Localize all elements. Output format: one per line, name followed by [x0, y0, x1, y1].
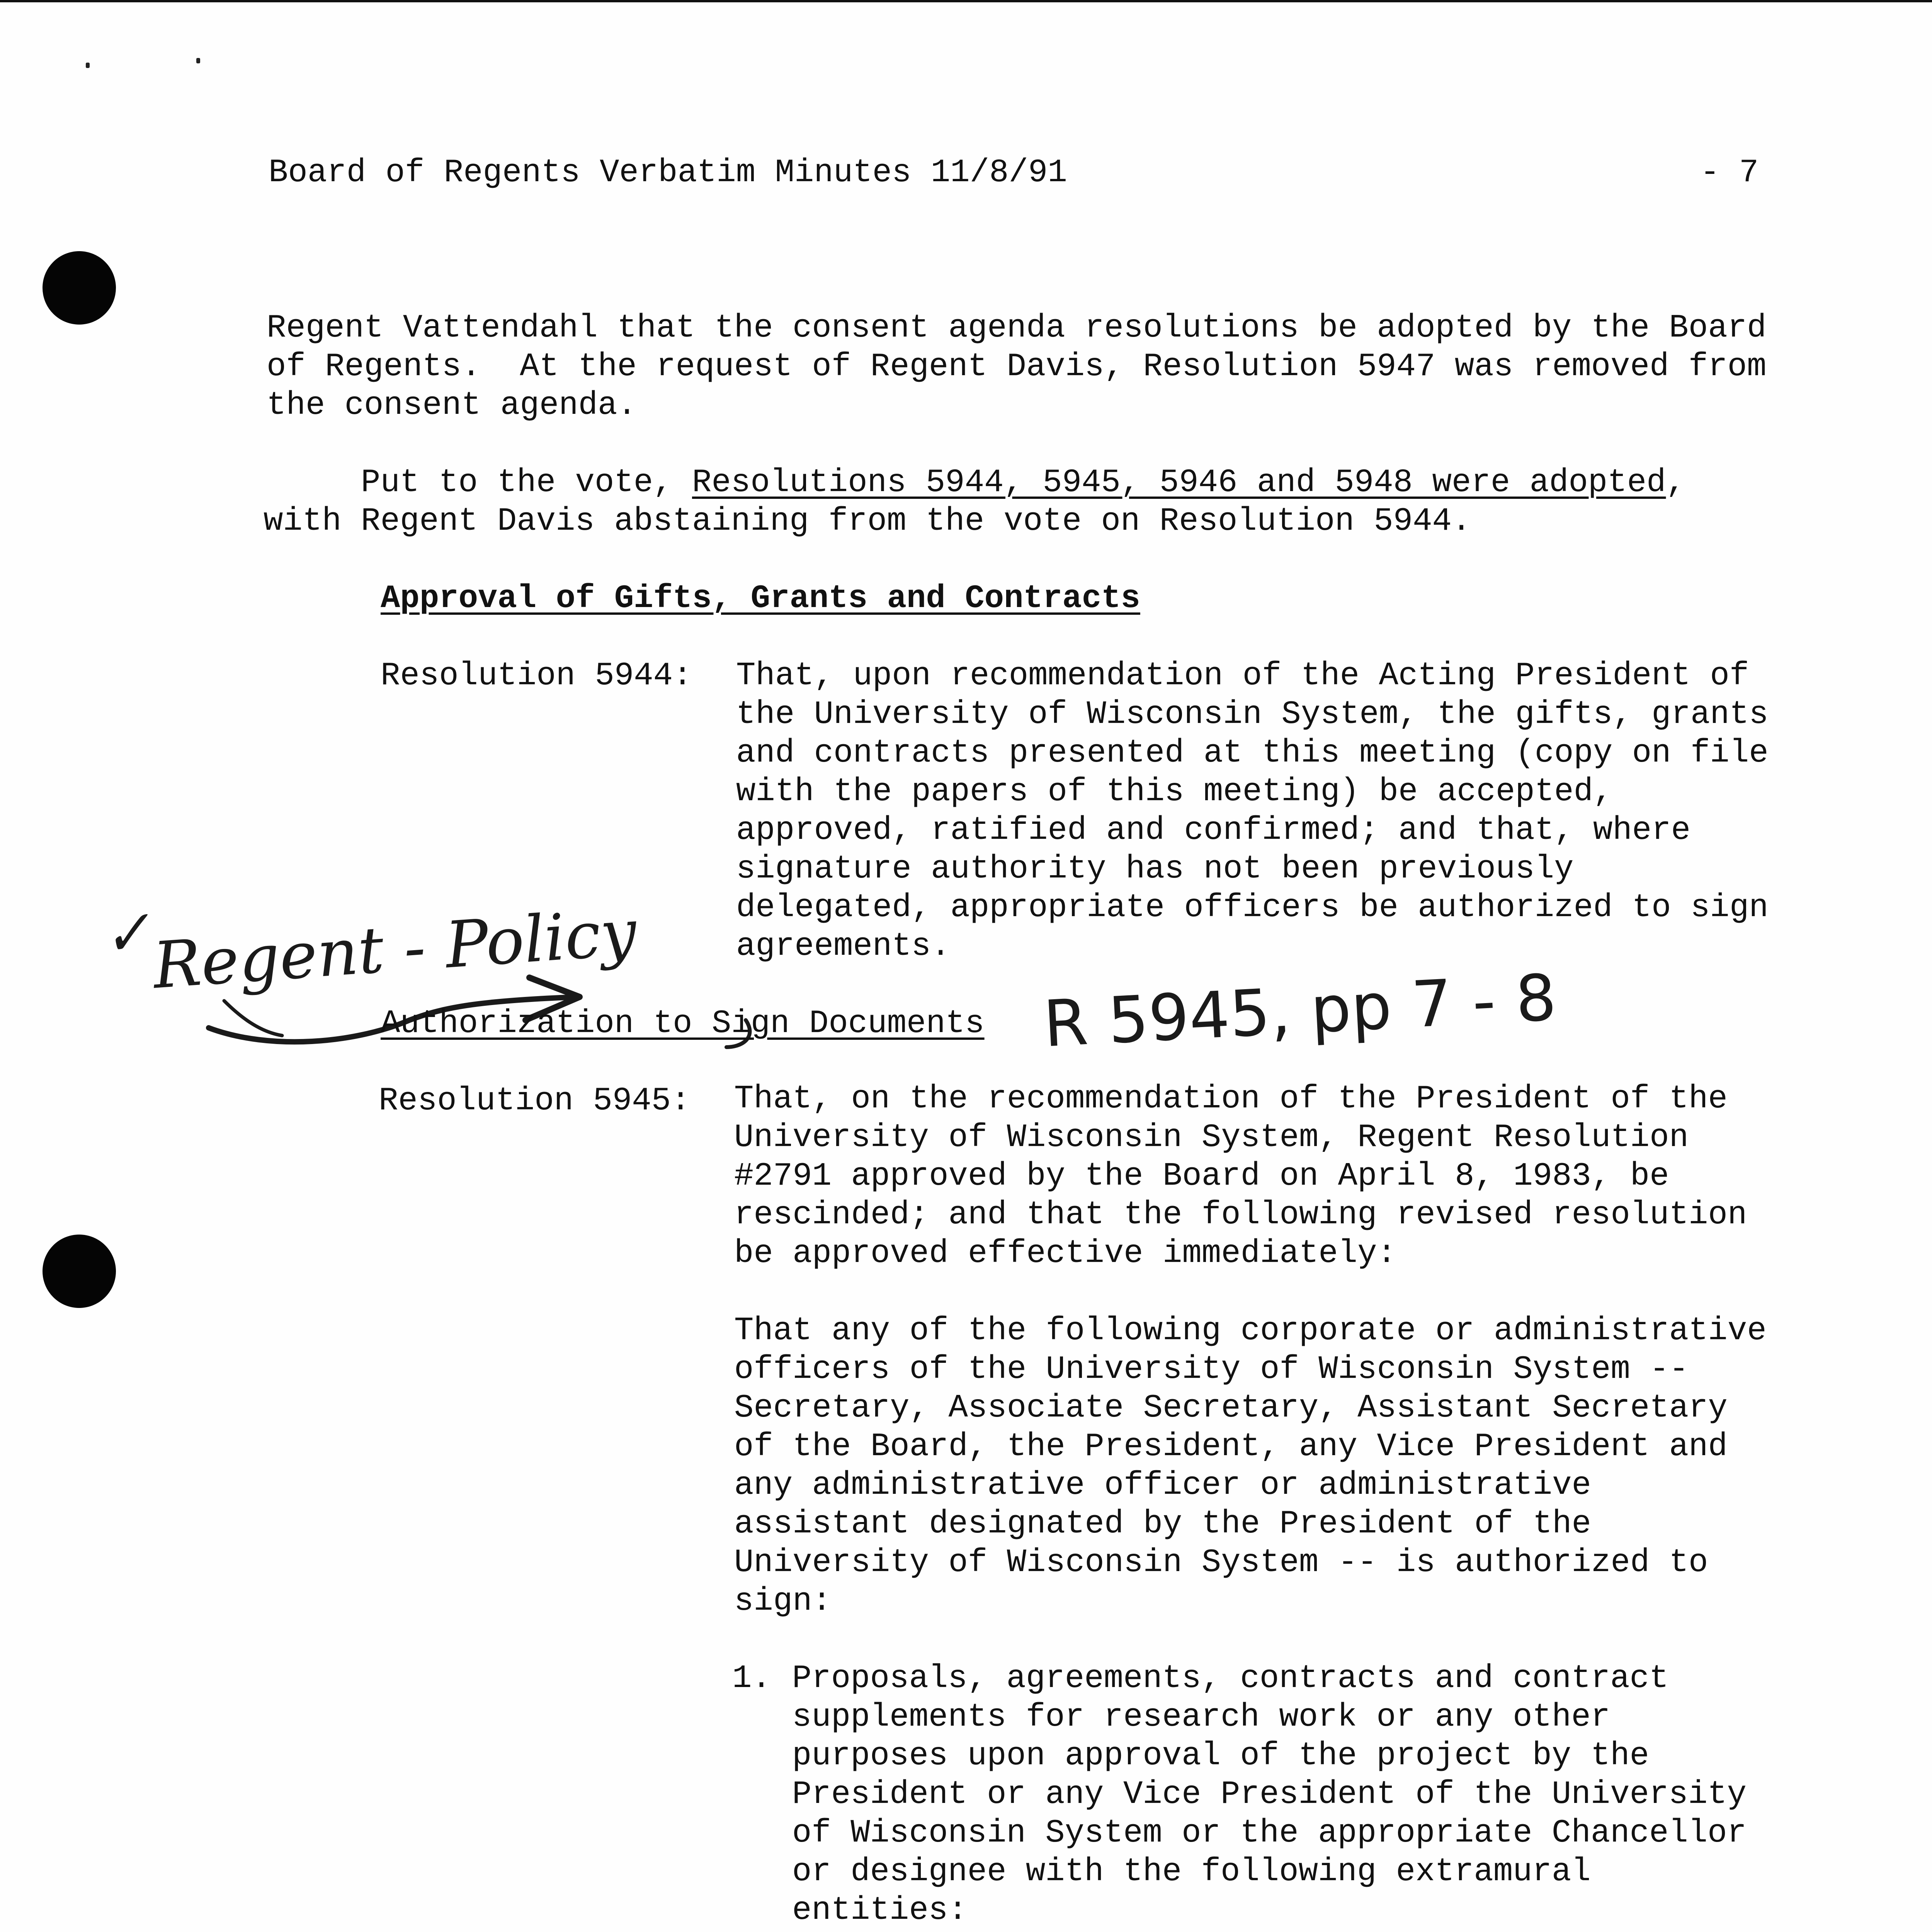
vote-paragraph: [264, 464, 1685, 541]
binder-hole-top: [43, 251, 116, 325]
vote-result: Resolutions 5944, 5945, 5946 and 5948 were adopted: [692, 464, 1666, 501]
resolution-line: and contracts presented at this meeting (copy on file: [736, 735, 1769, 772]
resolution-line: with the papers of this meeting) be accepted,: [736, 774, 1613, 810]
intro-paragraph: [267, 309, 1766, 425]
resolution-line: University of Wisconsin System, Regent Resolution: [734, 1119, 1689, 1156]
resolution-line: any administrative officer or administrative: [734, 1467, 1591, 1504]
intro-line: Regent Vattendahl that the consent agenda resolutions be adopted by the Board: [267, 310, 1767, 347]
intro-line: the consent agenda.: [267, 387, 637, 424]
resolution-line: officers of the University of Wisconsin System --: [734, 1351, 1689, 1388]
resolution-line: the University of Wisconsin System, the gifts, grants: [736, 696, 1769, 733]
resolution-line: assistant designated by the President of the: [734, 1506, 1591, 1543]
resolution-5944-text: [736, 657, 1769, 966]
vote-line-2: with Regent Davis abstaining from the vote on Resolution 5944.: [264, 503, 1471, 540]
intro-line: of Regents. At the request of Regent Davis, Resolution 5947 was removed from: [267, 349, 1767, 385]
resolution-line: of the Board, the President, any Vice President and: [734, 1429, 1728, 1465]
resolution-line: sign:: [734, 1583, 832, 1620]
list-item-line: purposes upon approval of the project by the: [792, 1738, 1649, 1774]
list-item-line: Proposals, agreements, contracts and contract: [792, 1660, 1669, 1697]
page-header-title: Board of Regents Verbatim Minutes 11/8/91: [269, 155, 1067, 191]
vote-prefix: Put to the vote,: [264, 464, 692, 501]
resolution-line: be approved effective immediately:: [734, 1235, 1396, 1272]
scan-top-edge: [0, 0, 1932, 2]
scan-speck: [86, 63, 90, 68]
resolution-5945-para2: [734, 1312, 1767, 1621]
handwritten-note-regent-policy: Regent - Policy: [150, 895, 639, 1003]
resolution-line: rescinded; and that the following revised resolution: [734, 1197, 1747, 1233]
resolution-5944-label: Resolution 5944:: [381, 658, 692, 694]
vote-suffix: ,: [1666, 464, 1685, 501]
resolution-line: signature authority has not been previously: [736, 851, 1574, 888]
resolution-line: agreements.: [736, 928, 951, 965]
handwritten-checkmark: ✓: [98, 897, 156, 971]
resolution-line: That any of the following corporate or administrative: [734, 1313, 1767, 1349]
resolution-5945-label: Resolution 5945:: [379, 1083, 690, 1119]
list-item-number-1: 1.: [732, 1660, 771, 1697]
resolution-line: Secretary, Associate Secretary, Assistant Secretary: [734, 1390, 1728, 1427]
vote-line-1: [264, 464, 1685, 502]
binder-hole-middle: [43, 1235, 116, 1308]
resolution-line: approved, ratified and confirmed; and that, where: [736, 812, 1691, 849]
resolution-line: #2791 approved by the Board on April 8, 1983, be: [734, 1158, 1669, 1195]
list-item-line: or designee with the following extramural: [792, 1854, 1591, 1890]
list-item-line: supplements for research work or any other: [792, 1699, 1611, 1736]
section-heading-gifts: Approval of Gifts, Grants and Contracts: [381, 580, 1140, 617]
scan-speck: [196, 58, 200, 63]
list-item-line: President or any Vice President of the University: [792, 1776, 1747, 1813]
resolution-5945-para1: [734, 1080, 1747, 1273]
handwritten-reference: R 5945, pp 7 - 8: [1041, 960, 1558, 1061]
list-item-line: of Wisconsin System or the appropriate Chancellor: [792, 1815, 1747, 1852]
resolution-line: That, upon recommendation of the Acting President of: [736, 658, 1749, 694]
resolution-line: University of Wisconsin System -- is authorized to: [734, 1544, 1708, 1581]
section-heading-authorization: Authorization to Sign Documents: [381, 1005, 985, 1042]
page-number: - 7: [1700, 155, 1759, 191]
resolution-line: That, on the recommendation of the President of the: [734, 1081, 1728, 1117]
list-item-1-text: [792, 1660, 1747, 1930]
list-item-line: entities:: [792, 1892, 968, 1929]
resolution-line: delegated, appropriate officers be authorized to sign: [736, 889, 1769, 926]
